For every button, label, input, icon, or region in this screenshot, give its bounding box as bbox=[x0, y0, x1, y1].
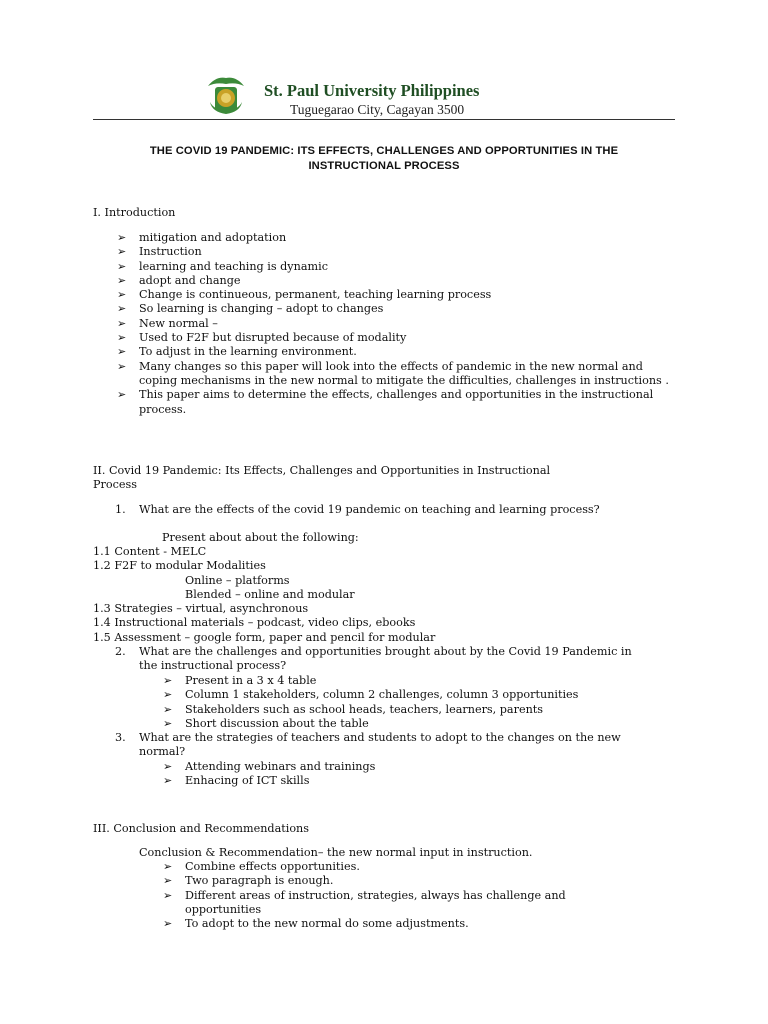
arrow-bullet-icon: ➢ bbox=[117, 316, 127, 330]
subitem-1-5: 1.5 Assessment – google form, paper and pencil for modular bbox=[93, 631, 436, 644]
list-item: 1. What are the effects of the covid 19 pandemic on teaching and learning process? bbox=[115, 503, 600, 516]
arrow-bullet-icon: ➢ bbox=[163, 774, 173, 788]
section-2-heading-line-1: II. Covid 19 Pandemic: Its Effects, Challenges and Opportunities in Instructional bbox=[93, 464, 551, 477]
list-item: ➢ Attending webinars and trainings bbox=[163, 760, 376, 773]
list-item: ➢ Combine effects opportunities. bbox=[163, 860, 360, 873]
arrow-bullet-icon: ➢ bbox=[163, 860, 173, 873]
arrow-bullet-icon: ➢ bbox=[163, 702, 173, 716]
document-title bbox=[90, 144, 678, 174]
question-2 bbox=[115, 645, 645, 674]
question-3 bbox=[115, 731, 655, 760]
subitem-1-2: 1.2 F2F to modular Modalities bbox=[93, 559, 266, 572]
university-address: Tuguegarao City, Cagayan 3500 bbox=[290, 102, 465, 117]
arrow-bullet-icon: ➢ bbox=[117, 245, 127, 259]
section-3-heading: III. Conclusion and Recommendations bbox=[93, 822, 310, 835]
list-item: ➢ To adjust in the learning environment. bbox=[117, 345, 357, 359]
list-item: ➢ Change is continueous, permanent, teaching learning process bbox=[117, 288, 492, 302]
conclusion-intro: Conclusion & Recommendation– the new normal input in instruction. bbox=[139, 846, 533, 859]
subitem-1-2-online: Online – platforms bbox=[185, 574, 290, 587]
list-item: ➢ Stakeholders such as school heads, teachers, learners, parents bbox=[163, 702, 544, 716]
list-item: ➢ Enhacing of ICT skills bbox=[163, 774, 310, 788]
arrow-bullet-icon: ➢ bbox=[117, 231, 127, 244]
arrow-bullet-icon: ➢ bbox=[117, 388, 127, 402]
arrow-bullet-icon: ➢ bbox=[163, 688, 173, 702]
title-line-1: THE COVID 19 PANDEMIC: ITS EFFECTS, CHALLENGES AND OPPORTUNITIES IN THE bbox=[149, 145, 619, 157]
list-item: ➢ Present in a 3 x 4 table bbox=[163, 674, 317, 687]
subitem-1-1: 1.1 Content - MELC bbox=[93, 545, 207, 558]
question-1-present: Present about about the following: bbox=[162, 531, 359, 544]
list-item: 3. What are the strategies of teachers and students to adopt to the changes on the new normal? bbox=[115, 731, 621, 759]
subitem-1-3: 1.3 Strategies – virtual, asynchronous bbox=[93, 602, 309, 615]
list-item: ➢ learning and teaching is dynamic bbox=[117, 259, 328, 273]
question-3-bullet-list bbox=[163, 760, 663, 789]
list-item: ➢ mitigation and adoptation bbox=[117, 231, 287, 244]
list-item: ➢ Column 1 stakeholders, column 2 challenges, column 3 opportunities bbox=[163, 688, 579, 702]
list-item: ➢ Instruction bbox=[117, 245, 202, 259]
list-item: ➢ Short discussion about the table bbox=[163, 716, 369, 730]
university-name: St. Paul University Philippines bbox=[264, 81, 480, 100]
subitem-1-2-blended: Blended – online and modular bbox=[185, 588, 355, 601]
question-1 bbox=[115, 503, 655, 517]
arrow-bullet-icon: ➢ bbox=[117, 273, 127, 287]
list-item: ➢ Used to F2F but disrupted because of modality bbox=[117, 331, 407, 345]
list-item: ➢ So learning is changing – adopt to changes bbox=[117, 302, 384, 316]
list-item: ➢ This paper aims to determine the effects, challenges and opportunities in the instructional process. bbox=[117, 388, 654, 416]
header-divider bbox=[93, 119, 675, 120]
list-item: ➢ adopt and change bbox=[117, 273, 241, 287]
arrow-bullet-icon: ➢ bbox=[163, 874, 173, 888]
arrow-bullet-icon: ➢ bbox=[163, 674, 173, 687]
arrow-bullet-icon: ➢ bbox=[117, 288, 127, 302]
section-1-heading: I. Introduction bbox=[93, 206, 176, 219]
list-item: 2. What are the challenges and opportunities brought about by the Covid 19 Pandemic in the instructional process? bbox=[115, 645, 632, 673]
list-item: ➢ New normal – bbox=[117, 316, 218, 330]
section-2-heading-line-2: Process bbox=[93, 478, 137, 491]
arrow-bullet-icon: ➢ bbox=[163, 716, 173, 730]
subitem-1-4: 1.4 Instructional materials – podcast, video clips, ebooks bbox=[93, 616, 416, 629]
question-2-bullet-list bbox=[163, 674, 683, 731]
arrow-bullet-icon: ➢ bbox=[117, 259, 127, 273]
arrow-bullet-icon: ➢ bbox=[117, 359, 127, 373]
arrow-bullet-icon: ➢ bbox=[117, 331, 127, 345]
introduction-bullet-list bbox=[117, 231, 677, 417]
list-item: ➢ Two paragraph is enough. bbox=[163, 874, 334, 888]
list-item: ➢ To adopt to the new normal do some adjustments. bbox=[163, 917, 469, 931]
arrow-bullet-icon: ➢ bbox=[163, 760, 173, 773]
list-item: ➢ Many changes so this paper will look into the effects of pandemic in the new normal and coping mechanisms in the new normal to mitigate the difficulties, challenges in instructions . bbox=[117, 359, 669, 387]
conclusion-bullet-list bbox=[163, 860, 643, 931]
list-item: ➢ Different areas of instruction, strategies, always has challenge and opportunities bbox=[163, 888, 566, 916]
arrow-bullet-icon: ➢ bbox=[163, 888, 173, 902]
arrow-bullet-icon: ➢ bbox=[163, 917, 173, 931]
letterhead bbox=[206, 72, 686, 122]
arrow-bullet-icon: ➢ bbox=[117, 302, 127, 316]
university-seal-icon bbox=[206, 72, 246, 116]
title-line-2: INSTRUCTIONAL PROCESS bbox=[308, 160, 460, 172]
arrow-bullet-icon: ➢ bbox=[117, 345, 127, 359]
